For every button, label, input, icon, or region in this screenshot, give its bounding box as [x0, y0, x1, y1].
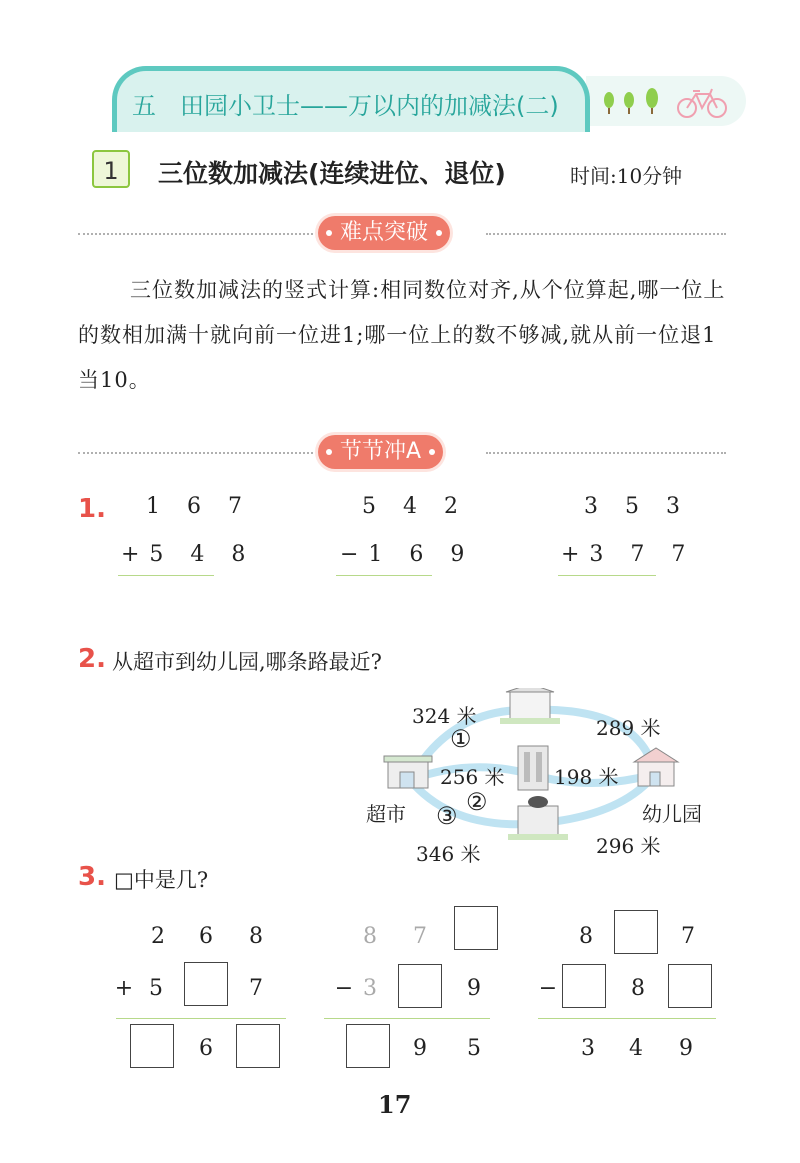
digit: 8: [249, 924, 263, 949]
digit: 3: [581, 1036, 595, 1061]
route-2-second-distance: 198 米: [554, 765, 619, 789]
answer-box[interactable]: [236, 1024, 280, 1068]
digit: 7: [249, 976, 263, 1001]
digit: 7: [413, 924, 427, 949]
answer-box[interactable]: [562, 964, 606, 1008]
bicycle-icon: [676, 86, 728, 120]
digit: 5: [149, 976, 163, 1001]
answer-line: [538, 1018, 716, 1019]
answer-box[interactable]: [346, 1024, 390, 1068]
explanation-paragraph: 三位数加减法的竖式计算:相同数位对齐,从个位算起,哪一位上的数相加满十就向前一位进1;哪一位上的数不够减,就从前一位退1当10。: [78, 278, 726, 392]
addend-bottom: +5 4 8: [121, 542, 256, 567]
digit: 9: [413, 1036, 427, 1061]
tree-icon: [646, 88, 658, 114]
route-1-second-distance: 289 米: [596, 716, 661, 740]
addend-bottom: +3 7 7: [561, 542, 696, 567]
route-3-second-distance: 296 米: [596, 834, 661, 858]
question-number: 2.: [78, 644, 106, 674]
subtrahend: −1 6 9: [340, 542, 475, 567]
addend-top: 3 5 3: [584, 494, 690, 519]
question-number: 3.: [78, 862, 106, 892]
digit: 8: [631, 976, 645, 1001]
digit: 3: [363, 976, 377, 1001]
answer-box[interactable]: [130, 1024, 174, 1068]
addend-top: 1 6 7: [146, 494, 252, 519]
digit: 5: [467, 1036, 481, 1061]
route-3-first-distance: 346 米: [416, 842, 481, 866]
page-number: 17: [378, 1090, 412, 1119]
answer-box[interactable]: [184, 962, 228, 1006]
minus-sign: −: [334, 976, 354, 1001]
section-divider: [78, 233, 313, 235]
minuend: 5 4 2: [362, 494, 468, 519]
answer-box[interactable]: [398, 964, 442, 1008]
minus-sign: −: [538, 976, 558, 1001]
answer-line: [336, 575, 432, 576]
section-divider: [486, 452, 726, 454]
lesson-title: 三位数加减法(连续进位、退位): [158, 159, 506, 188]
answer-box[interactable]: [668, 964, 712, 1008]
digit: 6: [199, 1036, 213, 1061]
lesson-time: 时间:10分钟: [570, 164, 683, 188]
digit: 9: [679, 1036, 693, 1061]
end-location: 幼儿园: [642, 802, 702, 826]
digit: 8: [363, 924, 377, 949]
digit: 4: [629, 1036, 643, 1061]
digit: 8: [579, 924, 593, 949]
answer-line: [116, 1018, 286, 1019]
digit: 7: [681, 924, 695, 949]
section-title-difficulty: 难点突破: [318, 216, 450, 250]
question-text: □中是几?: [114, 868, 209, 892]
section-divider: [486, 233, 726, 235]
question-text: 从超市到幼儿园,哪条路最近?: [112, 650, 382, 674]
route-1-label: ①: [450, 725, 472, 753]
lesson-number: 1: [92, 150, 130, 188]
digit: 6: [199, 924, 213, 949]
digit: 2: [151, 924, 165, 949]
supermarket-icon: [384, 756, 432, 788]
answer-line: [324, 1018, 490, 1019]
section-divider: [78, 452, 313, 454]
plus-sign: +: [114, 976, 134, 1001]
question-number: 1.: [78, 494, 106, 524]
chapter-title: 五 田园小卫士——万以内的加减法(二): [132, 92, 559, 120]
tower-icon: [518, 746, 548, 790]
tree-icon: [604, 92, 614, 114]
answer-box[interactable]: [614, 910, 658, 954]
route-3-label: ③: [436, 802, 458, 830]
digit: 9: [467, 976, 481, 1001]
answer-line: [558, 575, 656, 576]
route-1-first-distance: 324 米: [412, 704, 477, 728]
route-2-first-distance: 256 米: [440, 765, 505, 789]
answer-box[interactable]: [454, 906, 498, 950]
kindergarten-icon: [634, 748, 678, 786]
section-title-practice: 节节冲A: [318, 435, 443, 469]
answer-line: [118, 575, 214, 576]
start-location: 超市: [366, 802, 406, 826]
route-2-label: ②: [466, 788, 488, 816]
tree-icon: [624, 92, 634, 114]
